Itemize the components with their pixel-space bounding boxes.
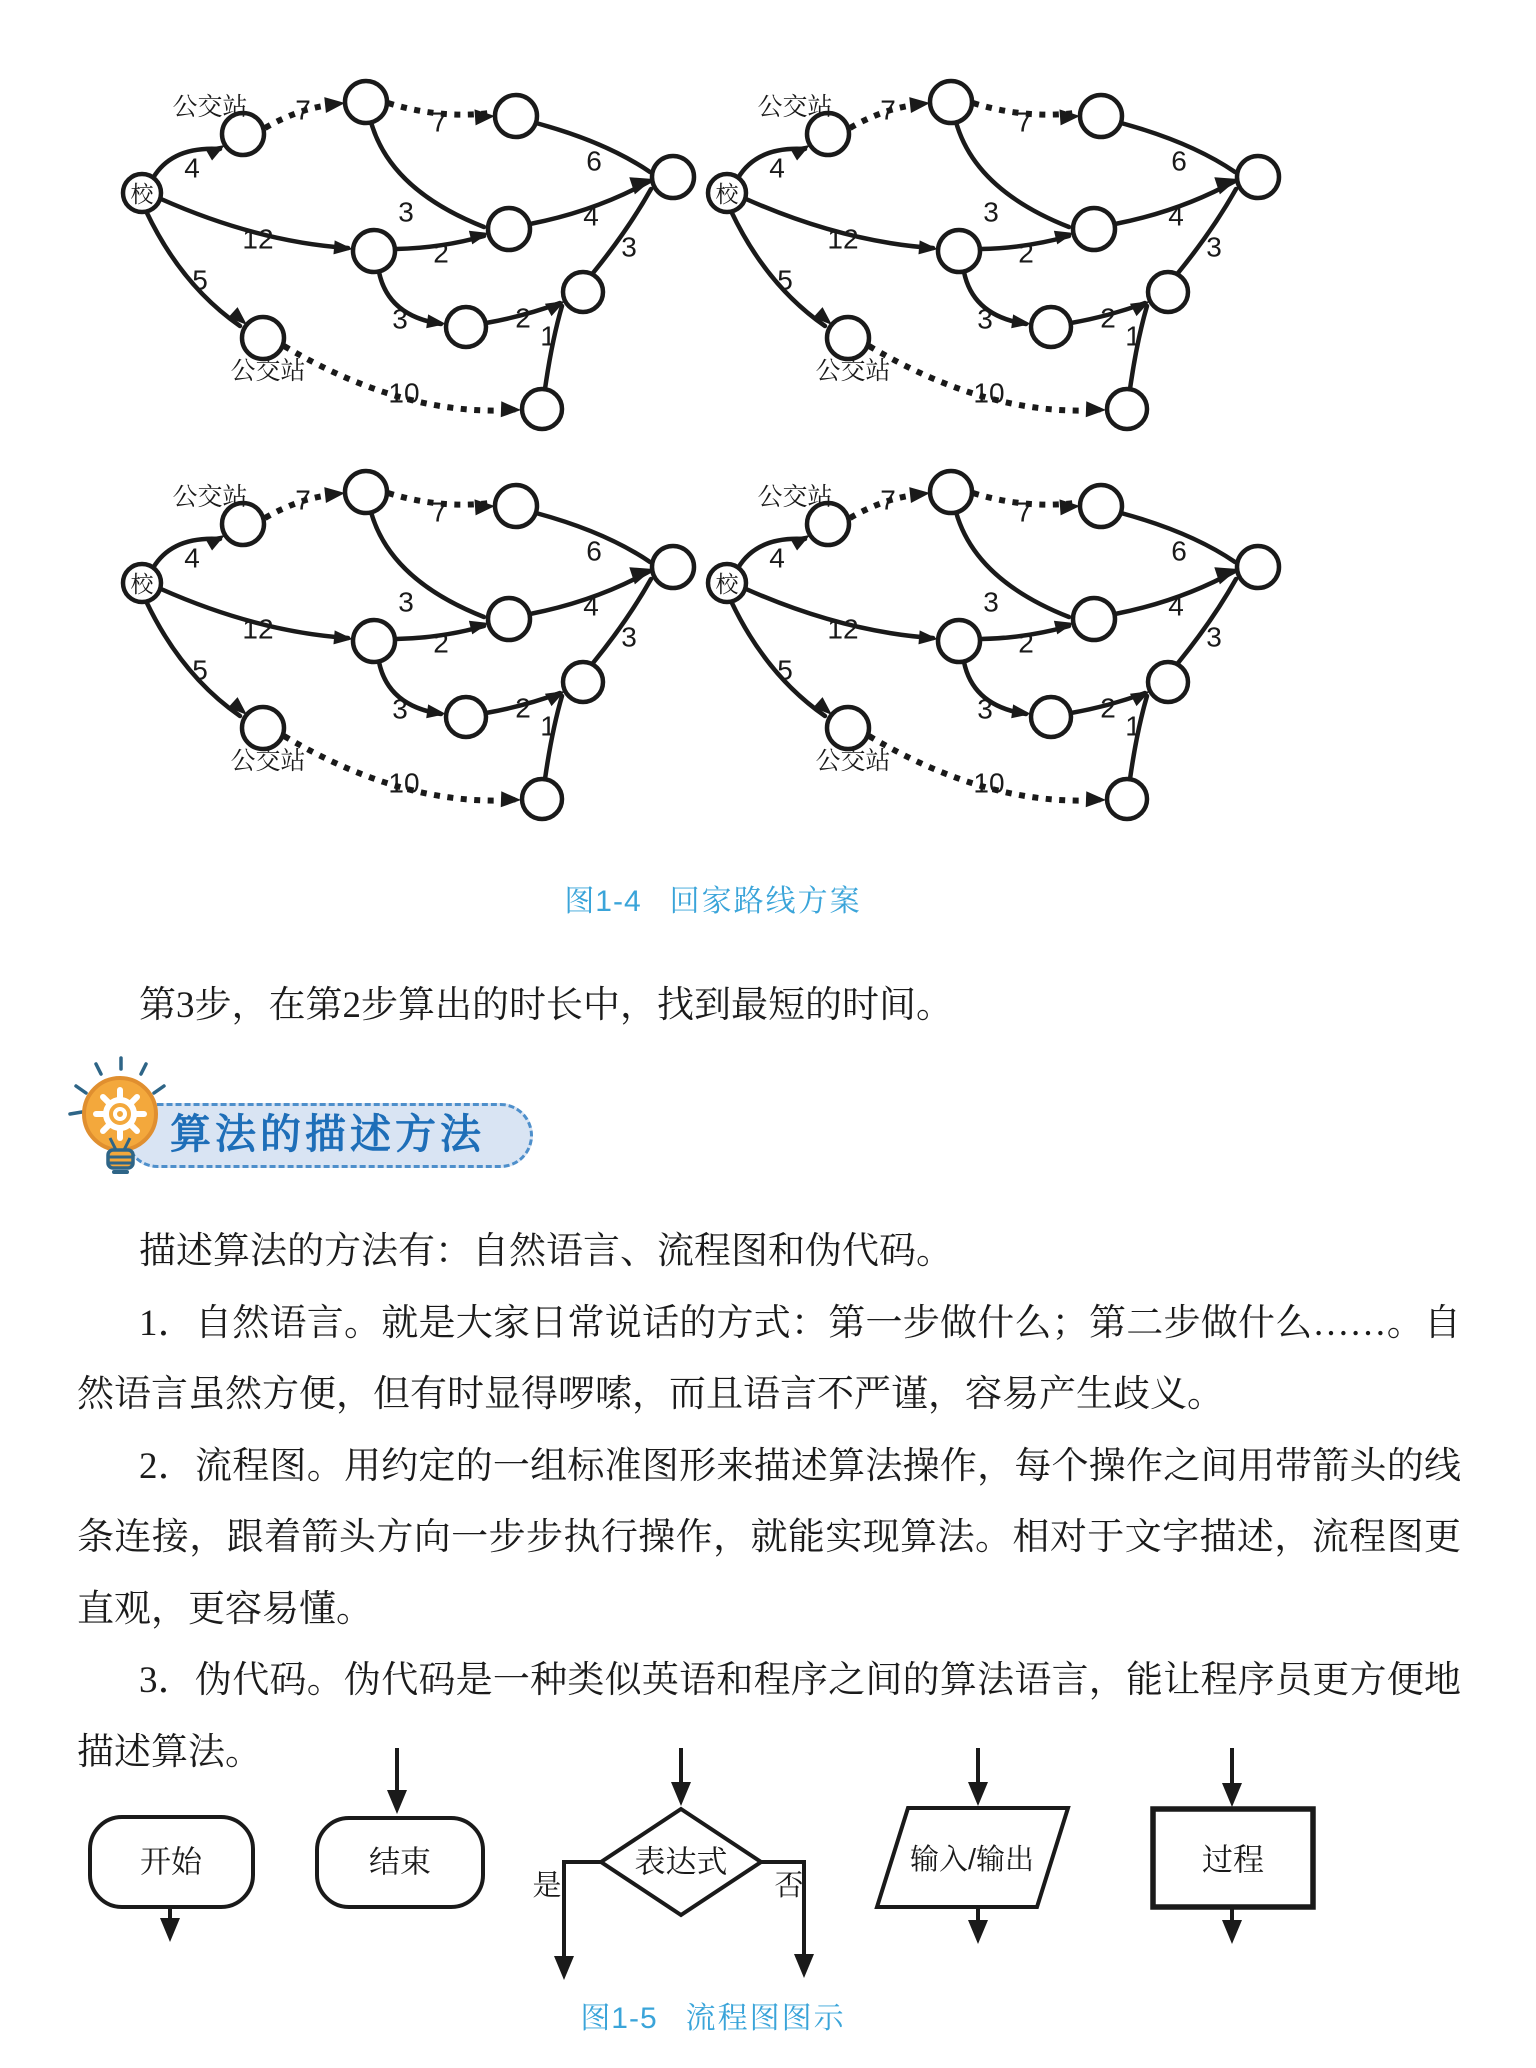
io-label: 输入/输出 bbox=[909, 1844, 1035, 1876]
bulb-base bbox=[108, 1150, 133, 1172]
flowchart-decision-symbol bbox=[532, 1748, 814, 1980]
section-title: 算法的描述方法 bbox=[170, 1111, 485, 1157]
decision-label: 表达式 bbox=[634, 1844, 728, 1880]
step3-line bbox=[77, 970, 1461, 1042]
figure-1-4-caption bbox=[0, 876, 1426, 920]
paragraph-methods: 描述算法的方法有：自然语言、流程图和伪代码。 bbox=[139, 1231, 953, 1272]
figure-1-5-flowchart-symbols bbox=[0, 1740, 1536, 2000]
figure-1-5-caption bbox=[0, 1993, 1426, 2037]
lightbulb-gear-icon bbox=[58, 1052, 186, 1190]
down-arrow-icon bbox=[1222, 1783, 1242, 1807]
route-map-option-2 bbox=[708, 81, 1279, 429]
down-arrow-icon bbox=[1222, 1920, 1242, 1944]
paragraph-natural-language: 1．自然语言。就是大家日常说话的方式：第一步做什么；第二步做什么……。自然语言虽然方便，但有时显得啰嗦，而且语言不严谨，容易产生歧义。 bbox=[77, 1302, 1461, 1415]
down-arrow-icon bbox=[671, 1782, 691, 1806]
figure-1-4-route-graphs bbox=[0, 0, 1536, 850]
no-branch-label: 否 bbox=[774, 1870, 804, 1902]
route-map-option-1 bbox=[123, 81, 694, 429]
down-arrow-icon bbox=[554, 1956, 574, 1980]
route-map-option-4 bbox=[708, 471, 1279, 819]
paragraph-pseudocode: 3．伪代码。伪代码是一种类似英语和程序之间的算法语言，能让程序员更方便地描述算法。 bbox=[77, 1660, 1461, 1773]
flowchart-end-symbol bbox=[317, 1748, 483, 1907]
route-map-option-3 bbox=[123, 471, 694, 819]
end-label: 结束 bbox=[369, 1844, 431, 1880]
flowchart-io-symbol bbox=[877, 1748, 1068, 1944]
paragraph-flowchart: 2．流程图。用约定的一组标准图形来描述算法操作，每个操作之间用带箭头的线条连接，跟着箭头方向一步步执行操作，就能实现算法。相对于文字描述，流程图更直观，更容易懂。 bbox=[77, 1445, 1461, 1630]
figure-number: 图1-5 bbox=[580, 2002, 658, 2035]
flowchart-start-symbol bbox=[90, 1817, 253, 1942]
body-paragraphs bbox=[77, 1216, 1461, 1788]
figure-number: 图1-4 bbox=[564, 885, 642, 918]
flowchart-process-symbol bbox=[1153, 1748, 1313, 1944]
start-label: 开始 bbox=[140, 1844, 202, 1880]
figure-title: 回家路线方案 bbox=[669, 885, 862, 918]
down-arrow-icon bbox=[968, 1920, 988, 1944]
process-label: 过程 bbox=[1202, 1842, 1264, 1878]
down-arrow-icon bbox=[968, 1782, 988, 1806]
figure-title: 流程图图示 bbox=[685, 2002, 846, 2035]
down-arrow-icon bbox=[794, 1954, 814, 1978]
yes-branch-label: 是 bbox=[532, 1870, 562, 1902]
paragraph: 第3步，在第2步算出的时长中，找到最短的时间。 bbox=[139, 985, 953, 1026]
down-arrow-icon bbox=[160, 1918, 180, 1942]
down-arrow-icon bbox=[387, 1790, 407, 1814]
